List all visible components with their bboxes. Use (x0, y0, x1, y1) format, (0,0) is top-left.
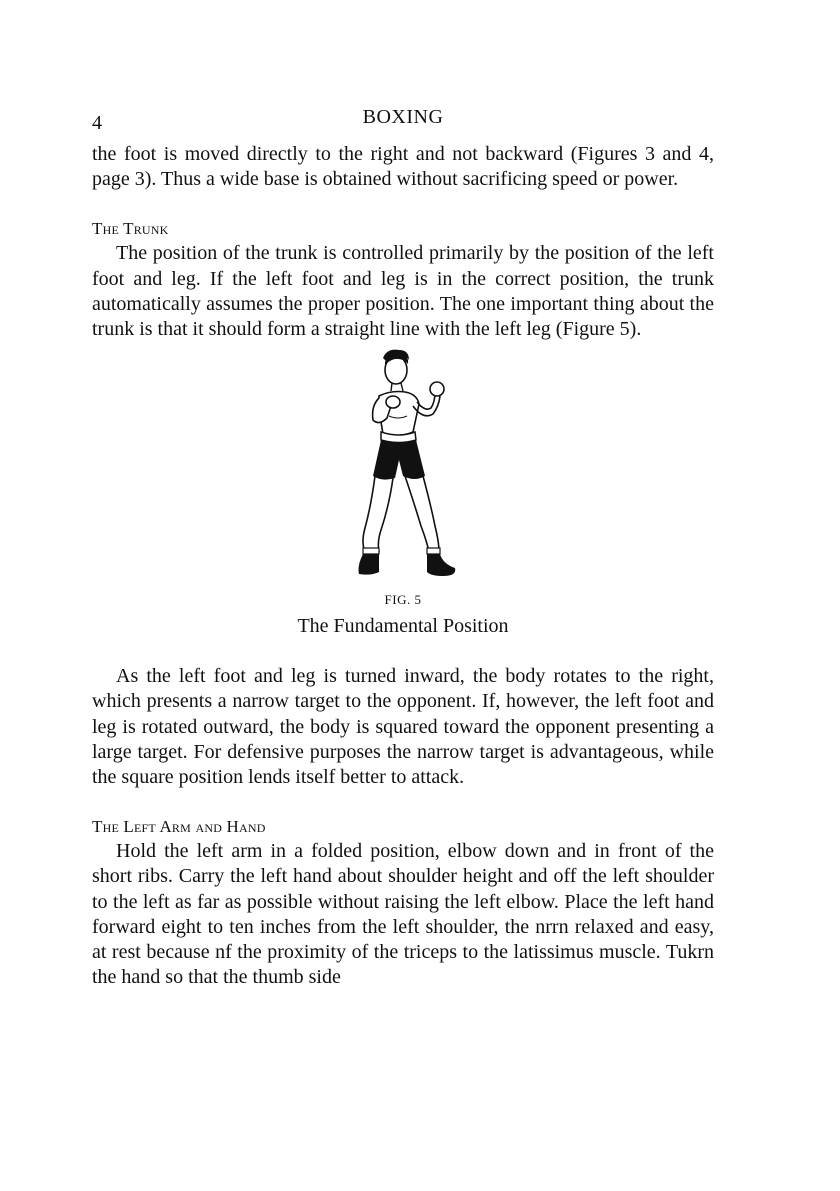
figure-caption: The Fundamental Position (297, 615, 509, 638)
page-body (92, 142, 714, 990)
figure-5 (92, 346, 714, 639)
figure-label: FIG. 5 (384, 592, 422, 608)
section-heading-left-arm: The Left Arm and Hand (92, 817, 266, 837)
left-arm-paragraph: Hold the left arm in a folded position, elbow down and in front of the short ribs. Carry the left hand about shoulder height and off the left shoulder to the left as far as possible without raising the left elbow. Place the left hand forward eight to ten inches from the left shoulder, the nrrn relaxed and easy, at rest because nf the proximity of the triceps to the latissimus muscle. Tukrn the hand so that the thumb side (92, 840, 714, 989)
section-heading-trunk: The Trunk (92, 219, 169, 239)
page-number: 4 (92, 112, 102, 134)
continued-paragraph: the foot is moved directly to the right and not backward (Figures 3 and 4, page 3). Thus a wide base is obtained without sacrificing speed or power. (92, 143, 714, 191)
rotation-paragraph: As the left foot and leg is turned inward, the body rotates to the right, which presents a narrow target to the opponent. If, however, the left foot and leg is rotated outward, the body is squared toward the opponent presenting a large target. For defensive purposes the narrow target is advantageous, while the square position lends itself better to attack. (92, 665, 714, 789)
trunk-paragraph: The position of the trunk is controlled primarily by the position of the left foot and leg. If the left foot and leg is in the correct position, the trunk automatically assumes the proper position. The one important thing about the trunk is that it should form a straight line with the left leg (Figure 5). (92, 242, 714, 341)
running-head: BOXING (362, 106, 444, 128)
boxer-illustration (343, 346, 463, 584)
page-header (92, 106, 714, 132)
